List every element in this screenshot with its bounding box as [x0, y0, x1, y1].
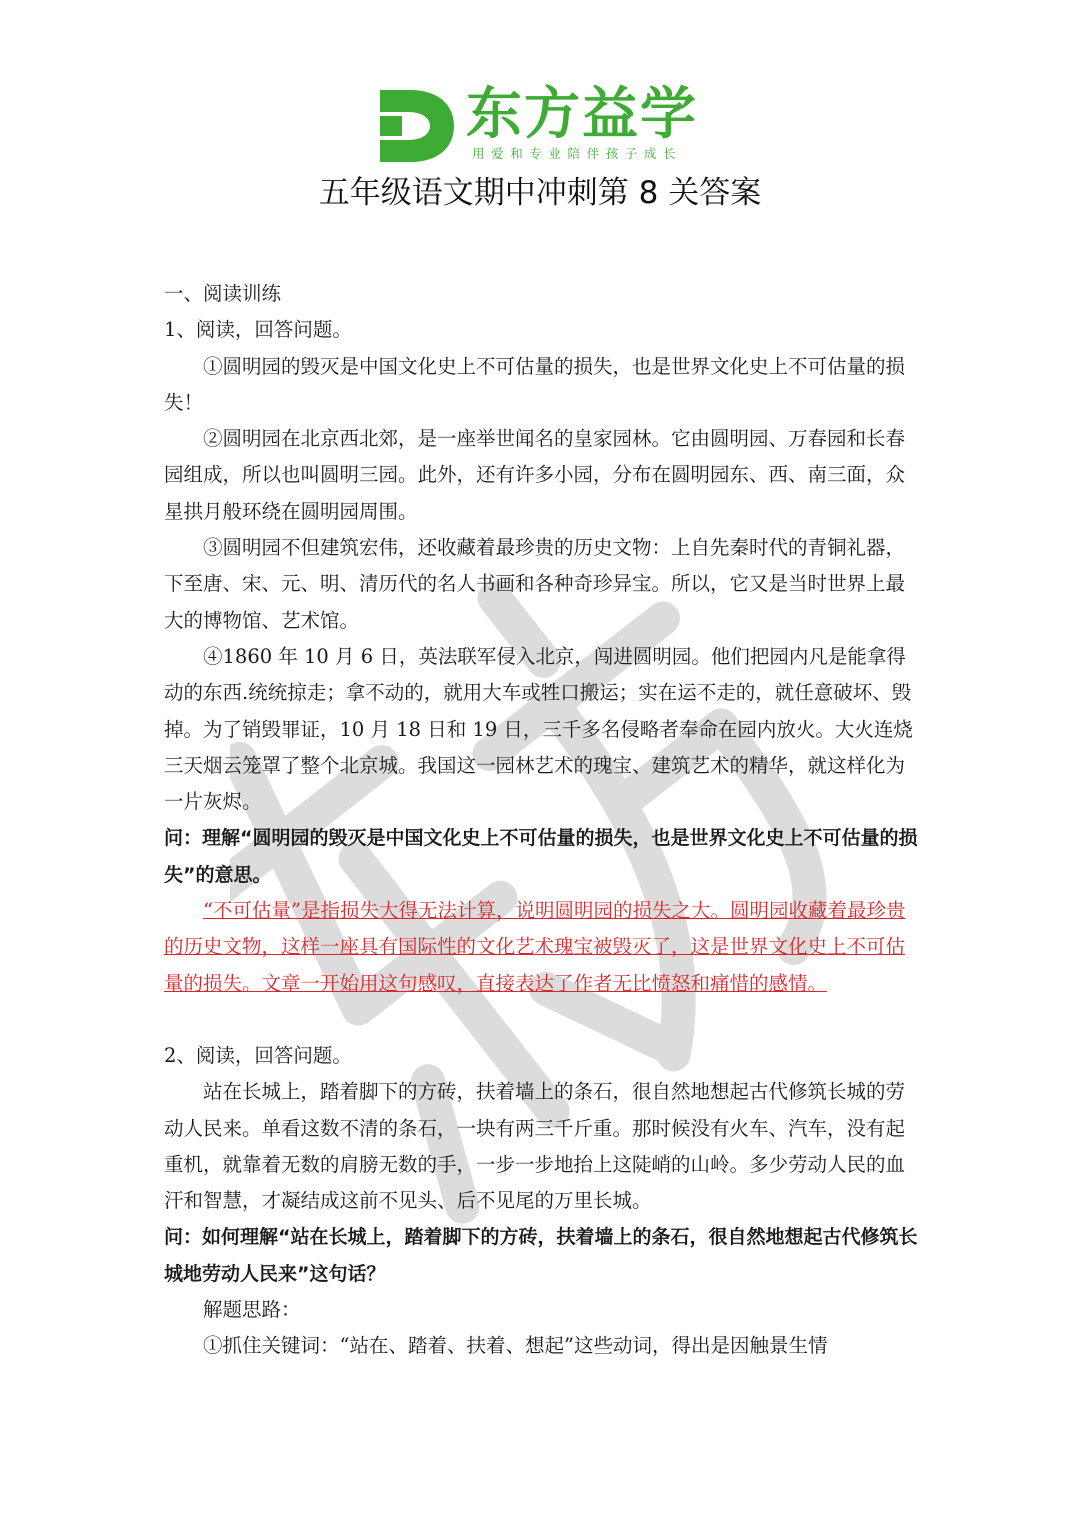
passage-1-paragraph-4: ④1860 年 10 月 6 日，英法联军侵入北京，闯进圆明园。他们把园内凡是能拿得动的东西.统统掠走；拿不动的，就用大车或牲口搬运；实在运不走的，就任意破坏、毁掉。为了销毁罪证，10 月 18 日和 19 日，三千多名侵略者奉命在园内放火。大火连烧三天烟云笼罩了整个北京城。我国这一园林艺术的瑰宝、建筑艺术的精华，就这样化为一片灰烬。 [164, 644, 913, 814]
question-2-text: 问：如何理解“站在长城上，踏着脚下的方砖，扶着墙上的条石，很自然地想起古代修筑长城地劳动人民来”这句话？ [164, 1226, 918, 1285]
passage-1-paragraph-3: ③圆明园不但建筑宏伟，还收藏着最珍贵的历史文物：上自先秦时代的青铜礼器，下至唐、宋、元、明、清历代的名人书画和各种奇珍异宝。所以，它又是当时世界上最大的博物馆、艺术馆。 [164, 536, 906, 632]
hint-label: 解题思路： [203, 1298, 301, 1322]
brand-logo [376, 80, 716, 170]
passage-2-paragraph: 站在长城上，踏着脚下的方砖，扶着墙上的条石，很自然地想起古代修筑长城的劳动人民来。单看这数不清的条石，一块有两三千斤重。那时候没有火车、汽车，没有起重机，就靠着无数的肩膀无数的手，一步一步地抬上这陡峭的山岭。多少劳动人民的血汗和智慧，才凝结成这前不见头、后不见尾的万里长城。 [164, 1080, 906, 1213]
brand-slogan: 用爱和专业陪伴孩子成长 [472, 146, 683, 161]
passage-1-paragraph-1: ①圆明园的毁灭是中国文化史上不可估量的损失，也是世界文化史上不可估量的损失！ [164, 354, 906, 414]
question-2-label: 2、阅读，回答问题。 [164, 1043, 352, 1067]
section-heading: 一、阅读训练 [164, 282, 282, 305]
brand-name: 东方益学 [466, 82, 698, 147]
question-1-label: 1、阅读，回答问题。 [164, 318, 352, 342]
answer-1-text: “不可估量”是指损失大得无法计算，说明圆明园的损失之大。圆明园收藏着最珍贵的历史文物，这样一座具有国际性的文化艺术瑰宝被毁灭了，这是世界文化史上不可估量的损失。文章一开始用这句感叹，直接表达了作者无比愤怒和痛惜的感情。 [164, 899, 906, 995]
spacer [164, 1002, 920, 1038]
hint-step-1: ①抓住关键词：“站在、踏着、扶着、想起”这些动词，得出是因触景生情 [203, 1334, 828, 1358]
d-logo-icon [376, 86, 456, 164]
document-body [164, 276, 920, 1365]
page-title: 五年级语文期中冲刺第 8 关答案 [318, 175, 762, 211]
question-1-text: 问：理解“圆明园的毁灭是中国文化史上不可估量的损失，也是世界文化史上不可估量的损失”的意思。 [164, 827, 918, 886]
passage-1-paragraph-2: ②圆明园在北京西北郊，是一座举世闻名的皇家园林。它由圆明园、万春园和长春园组成，所以也叫圆明三园。此外，还有许多小园，分布在圆明园东、西、南三面，众星拱月般环绕在圆明园周围。 [164, 427, 906, 523]
